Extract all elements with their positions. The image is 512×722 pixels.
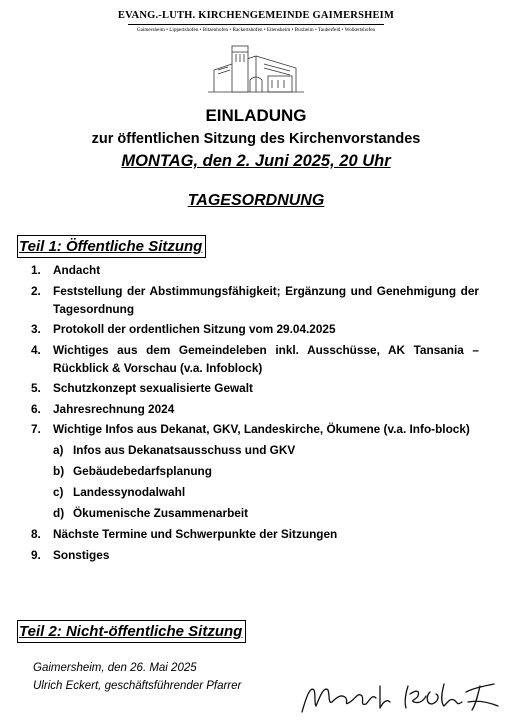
agenda-subitem xyxy=(53,504,479,522)
letterhead-title xyxy=(0,10,512,21)
agenda-item-text: Sonstiges xyxy=(53,547,110,562)
agenda-item-text: Jahresrechnung 2024 xyxy=(53,401,175,416)
letterhead-rule xyxy=(128,24,384,25)
agenda-item xyxy=(31,341,479,377)
agenda-item-text: Andacht xyxy=(53,263,101,277)
part2-heading xyxy=(17,620,246,643)
agenda-item-number: 1. xyxy=(31,263,41,277)
agenda-item xyxy=(31,320,479,338)
meeting-date: MONTAG, den 2. Juni 2025, 20 Uhr xyxy=(121,152,391,170)
agenda-item-text: Feststellung der Abstimmungsfähigkeit; Ergänzung und Genehmigung der Tagesordnung xyxy=(53,283,479,316)
agenda-item-number: 7. xyxy=(31,422,41,436)
handwritten-signature xyxy=(298,672,508,718)
part1-heading xyxy=(17,235,206,258)
agenda-item xyxy=(31,400,479,418)
agenda-subitem xyxy=(53,483,479,501)
invitation-heading: EINLADUNG xyxy=(205,106,307,125)
agenda-subitem-text: Infos aus Dekanatsausschuss und GKV xyxy=(73,443,296,457)
signer-name: Ulrich Eckert, geschäftsführender Pfarrer xyxy=(33,680,242,692)
agenda-item-text: Wichtige Infos aus Dekanat, GKV, Landeskirche, Ökumene (v.a. Info-block) xyxy=(53,422,470,436)
agenda-item xyxy=(31,282,479,318)
letterhead-title-text: EVANG.-LUTH. KIRCHENGEMEINDE GAIMERSHEIM xyxy=(117,10,395,21)
agenda-item xyxy=(31,261,479,279)
agenda-item-text: Nächste Termine und Schwerpunkte der Sitzungen xyxy=(53,527,338,541)
agenda-subitem-text: Landessynodalwahl xyxy=(73,485,186,499)
agenda-heading: TAGESORDNUNG xyxy=(187,192,325,209)
agenda-subitem-letter: d) xyxy=(53,506,65,520)
agenda-subitems xyxy=(53,441,479,522)
place-and-date: Gaimersheim, den 26. Mai 2025 xyxy=(33,662,197,674)
agenda-subitem-text: Ökumenische Zusammenarbeit xyxy=(73,506,249,520)
agenda-item xyxy=(31,420,479,438)
agenda-item-number: 2. xyxy=(31,283,41,298)
agenda-list xyxy=(31,261,479,566)
agenda-item-number: 4. xyxy=(31,342,41,357)
agenda-item-number: 9. xyxy=(31,547,41,562)
agenda-item xyxy=(31,525,479,543)
agenda-item-number: 6. xyxy=(31,401,41,416)
agenda-item-text: Schutzkonzept sexualisierte Gewalt xyxy=(53,381,253,395)
agenda-item xyxy=(31,379,479,397)
part1-label: Teil 1: Öffentliche Sitzung xyxy=(19,238,203,255)
agenda-item-number: 3. xyxy=(31,322,41,336)
agenda-subitem xyxy=(53,441,479,459)
agenda-item xyxy=(31,546,479,564)
agenda-subitem-letter: a) xyxy=(53,443,64,457)
agenda-item-text: Protokoll der ordentlichen Sitzung vom 29.04.2025 xyxy=(53,322,336,336)
agenda-item-text: Wichtiges aus dem Gemeindeleben inkl. Ausschüsse, AK Tansania – Rückblick & Vorschau (v.a. Infoblock) xyxy=(53,342,479,375)
agenda-item-number: 8. xyxy=(31,527,41,541)
agenda-item-number: 5. xyxy=(31,381,41,395)
church-building-logo xyxy=(206,40,306,96)
letterhead-places: Gaimersheim • Lippertshofen • Bitzenhofen • Rackertshofen • Eitensheim • Buxheim • Tauberfeld • Wolkertshofen xyxy=(136,27,376,33)
agenda-subitem xyxy=(53,462,479,480)
agenda-subitem-text: Gebäudebedarfsplanung xyxy=(73,464,212,478)
invitation-subtitle: zur öffentlichen Sitzung des Kirchenvorstandes xyxy=(91,131,421,147)
part2-label: Teil 2: Nicht-öffentliche Sitzung xyxy=(19,623,243,640)
agenda-subitem-letter: c) xyxy=(53,485,64,499)
agenda-subitem-letter: b) xyxy=(53,464,65,478)
